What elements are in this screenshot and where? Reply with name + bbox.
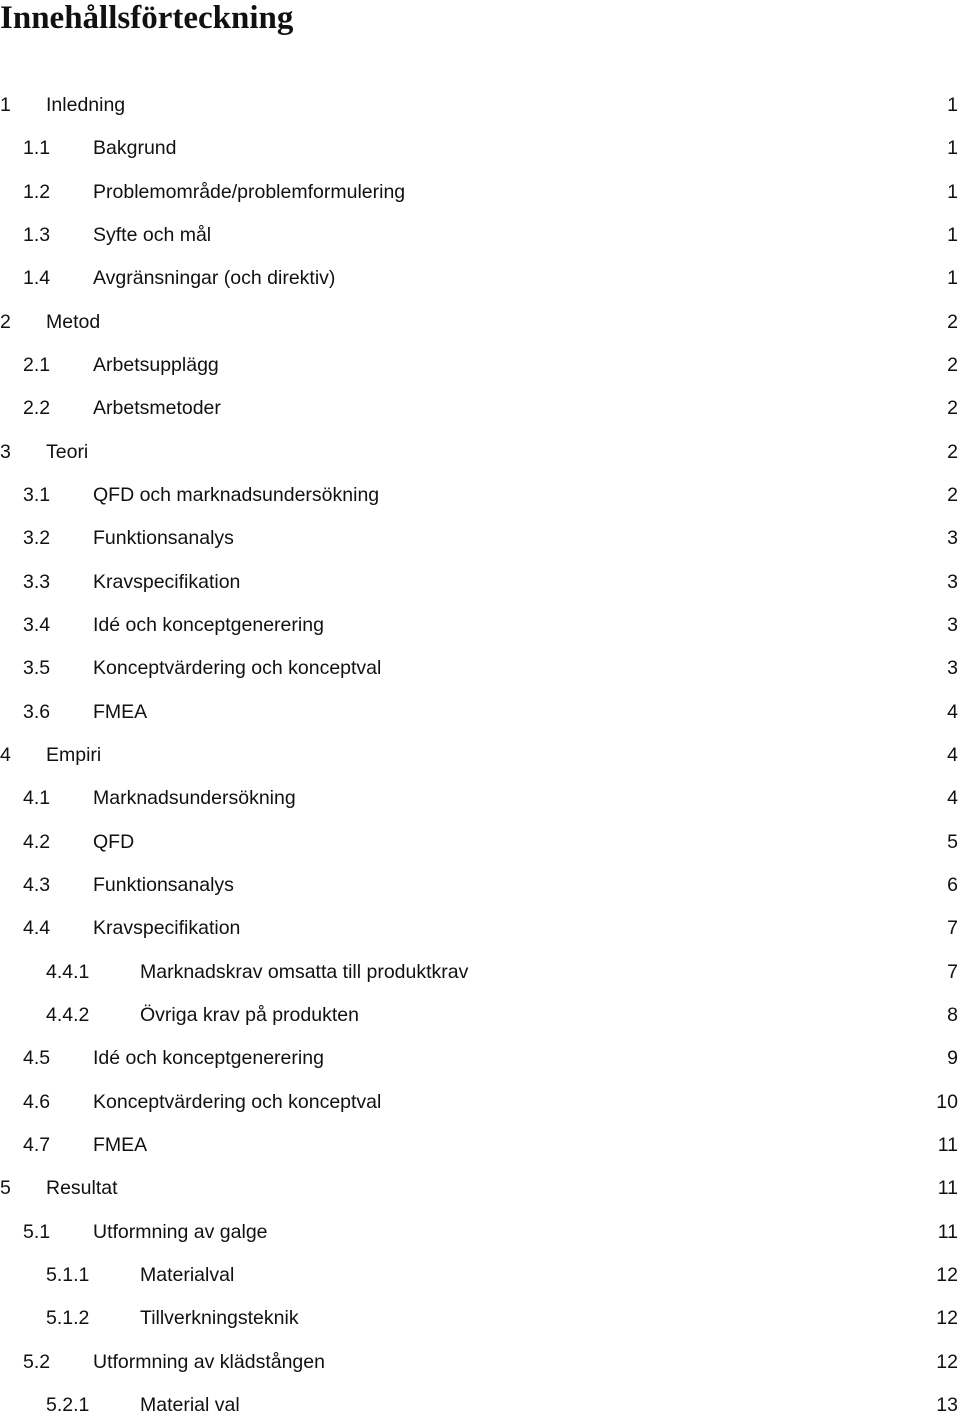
toc-entry-label: Konceptvärdering och konceptval bbox=[93, 1090, 382, 1113]
toc-entry[interactable] bbox=[0, 1341, 960, 1384]
toc-entry-label: Arbetsupplägg bbox=[93, 353, 219, 376]
toc-entry-page: 2 bbox=[947, 483, 958, 506]
toc-entry-number: 5.1.1 bbox=[46, 1263, 90, 1286]
toc-entry[interactable] bbox=[0, 214, 960, 257]
toc-entry-page: 1 bbox=[947, 137, 958, 160]
toc-entry-label: Bakgrund bbox=[93, 137, 177, 160]
toc-entry[interactable] bbox=[0, 257, 960, 300]
toc-entry-page: 1 bbox=[947, 180, 958, 203]
toc-entry-label: Avgränsningar (och direktiv) bbox=[93, 267, 336, 290]
toc-entry-label: Kravspecifikation bbox=[93, 917, 241, 940]
toc-entry-number: 4.1 bbox=[23, 787, 51, 810]
toc-entry-page: 8 bbox=[947, 1003, 958, 1026]
toc-entry-page: 6 bbox=[947, 873, 958, 896]
toc-entry-label: Utformning av galge bbox=[93, 1220, 268, 1243]
toc-entry-number: 2.1 bbox=[23, 353, 51, 376]
toc-entry[interactable] bbox=[0, 821, 960, 864]
toc-entry-number: 3.3 bbox=[23, 570, 51, 593]
toc-entry-page: 11 bbox=[937, 1220, 958, 1243]
toc-entry-label: Idé och konceptgenerering bbox=[93, 1047, 324, 1070]
toc-entry[interactable] bbox=[0, 1081, 960, 1124]
toc-entry-number: 2 bbox=[0, 310, 11, 333]
toc-entry[interactable] bbox=[0, 647, 960, 690]
toc-entry[interactable] bbox=[0, 907, 960, 950]
toc-entry-page: 11 bbox=[937, 1133, 958, 1156]
toc-entry[interactable] bbox=[0, 1384, 960, 1427]
toc-entry-label: Problemområde/problemformulering bbox=[93, 180, 406, 203]
toc-entry-label: Övriga krav på produkten bbox=[140, 1003, 359, 1026]
toc-entry-number: 4.3 bbox=[23, 873, 51, 896]
toc-entry-page: 2 bbox=[947, 440, 958, 463]
page-title: Innehållsförteckning bbox=[0, 0, 294, 36]
toc-entry[interactable] bbox=[0, 431, 960, 474]
toc-entry-number: 4.7 bbox=[23, 1133, 51, 1156]
toc-entry-label: Inledning bbox=[46, 94, 126, 116]
toc-entry-page: 7 bbox=[947, 960, 958, 983]
toc-entry-number: 4.6 bbox=[23, 1090, 51, 1113]
toc-entry-page: 4 bbox=[947, 787, 958, 810]
toc-entry-number: 1 bbox=[0, 94, 11, 116]
toc-entry-number: 5 bbox=[0, 1177, 11, 1200]
toc-entry[interactable] bbox=[0, 734, 960, 777]
toc-entry-page: 9 bbox=[947, 1047, 958, 1070]
toc-entry[interactable] bbox=[0, 1211, 960, 1254]
toc-entry-number: 2.2 bbox=[23, 397, 51, 420]
toc-entry-label: Materialval bbox=[140, 1263, 235, 1286]
toc-entry-label: QFD och marknadsundersökning bbox=[93, 483, 380, 506]
toc-entry-label: Idé och konceptgenerering bbox=[93, 613, 324, 636]
toc-entry-number: 5.2.1 bbox=[46, 1393, 90, 1416]
toc-entry-number: 3 bbox=[0, 440, 11, 463]
toc-entry-label: QFD bbox=[93, 830, 135, 853]
toc-entry-label: Arbetsmetoder bbox=[93, 397, 221, 420]
table-of-contents bbox=[0, 84, 960, 1427]
toc-entry-number: 4 bbox=[0, 743, 11, 766]
toc-entry-label: Resultat bbox=[46, 1177, 118, 1200]
toc-entry[interactable] bbox=[0, 994, 960, 1037]
toc-entry-page: 3 bbox=[947, 570, 958, 593]
toc-entry-label: FMEA bbox=[93, 1133, 148, 1156]
toc-entry-page: 1 bbox=[947, 223, 958, 246]
toc-entry-page: 5 bbox=[947, 830, 958, 853]
toc-entry[interactable] bbox=[0, 604, 960, 647]
toc-entry-number: 1.3 bbox=[23, 223, 51, 246]
toc-entry-number: 1.1 bbox=[23, 137, 51, 160]
toc-entry-number: 4.4 bbox=[23, 917, 51, 940]
toc-entry-label: Syfte och mål bbox=[93, 223, 212, 246]
toc-entry-number: 3.4 bbox=[23, 613, 51, 636]
toc-entry-page: 13 bbox=[936, 1393, 958, 1416]
toc-entry[interactable] bbox=[0, 561, 960, 604]
toc-entry-number: 5.1 bbox=[23, 1220, 51, 1243]
toc-entry[interactable] bbox=[0, 1037, 960, 1080]
toc-entry-page: 3 bbox=[947, 527, 958, 550]
toc-entry[interactable] bbox=[0, 1167, 960, 1210]
toc-entry-page: 3 bbox=[947, 613, 958, 636]
toc-entry-number: 4.4.2 bbox=[46, 1003, 90, 1026]
toc-entry-label: Tillverkningsteknik bbox=[140, 1307, 299, 1330]
toc-entry[interactable] bbox=[0, 951, 960, 994]
toc-entry[interactable] bbox=[0, 387, 960, 430]
toc-entry-page: 3 bbox=[947, 657, 958, 680]
toc-entry-number: 1.2 bbox=[23, 180, 51, 203]
toc-entry-number: 5.2 bbox=[23, 1350, 51, 1373]
toc-entry-page: 12 bbox=[936, 1263, 958, 1286]
toc-entry-label: Funktionsanalys bbox=[93, 873, 234, 896]
toc-entry-page: 1 bbox=[947, 267, 958, 290]
toc-entry-label: Utformning av klädstången bbox=[93, 1350, 325, 1373]
toc-entry[interactable] bbox=[0, 301, 960, 344]
toc-entry-number: 5.1.2 bbox=[46, 1307, 90, 1330]
toc-entry-page: 12 bbox=[936, 1350, 958, 1373]
toc-entry-number: 3.1 bbox=[23, 483, 51, 506]
toc-entry-label: FMEA bbox=[93, 700, 148, 723]
toc-entry[interactable] bbox=[0, 517, 960, 560]
toc-entry-label: Marknadsundersökning bbox=[93, 787, 296, 810]
toc-entry-page: 1 bbox=[947, 94, 958, 116]
toc-entry-page: 12 bbox=[936, 1307, 958, 1330]
toc-entry-number: 4.2 bbox=[23, 830, 51, 853]
toc-entry-number: 3.6 bbox=[23, 700, 51, 723]
toc-entry-label: Kravspecifikation bbox=[93, 570, 241, 593]
toc-entry-number: 3.5 bbox=[23, 657, 51, 680]
toc-entry-number: 1.4 bbox=[23, 267, 51, 290]
toc-entry-label: Metod bbox=[46, 310, 101, 333]
toc-entry[interactable] bbox=[0, 691, 960, 734]
toc-entry-label: Empiri bbox=[46, 743, 102, 766]
toc-entry-page: 2 bbox=[947, 397, 958, 420]
toc-entry[interactable] bbox=[0, 344, 960, 387]
toc-entry[interactable] bbox=[0, 127, 960, 170]
toc-entry[interactable] bbox=[0, 1254, 960, 1297]
toc-entry-label: Marknadskrav omsatta till produktkrav bbox=[140, 960, 469, 983]
toc-entry-label: Material val bbox=[140, 1393, 240, 1416]
toc-entry-number: 3.2 bbox=[23, 527, 51, 550]
toc-entry[interactable] bbox=[0, 84, 960, 127]
toc-entry-page: 2 bbox=[947, 353, 958, 376]
toc-entry[interactable] bbox=[0, 777, 960, 820]
toc-entry[interactable] bbox=[0, 474, 960, 517]
toc-entry-page: 10 bbox=[936, 1090, 958, 1113]
toc-entry-label: Funktionsanalys bbox=[93, 527, 234, 550]
toc-entry-number: 4.5 bbox=[23, 1047, 51, 1070]
toc-entry-page: 2 bbox=[947, 310, 958, 333]
toc-entry-number: 4.4.1 bbox=[46, 960, 90, 983]
toc-entry[interactable] bbox=[0, 1297, 960, 1340]
toc-entry-label: Konceptvärdering och konceptval bbox=[93, 657, 382, 680]
toc-entry[interactable] bbox=[0, 864, 960, 907]
toc-entry-label: Teori bbox=[46, 440, 89, 463]
toc-entry[interactable] bbox=[0, 1124, 960, 1167]
toc-entry-page: 4 bbox=[947, 700, 958, 723]
toc-entry[interactable] bbox=[0, 171, 960, 214]
toc-entry-page: 11 bbox=[937, 1177, 958, 1200]
toc-entry-page: 4 bbox=[947, 743, 958, 766]
toc-entry-page: 7 bbox=[947, 917, 958, 940]
